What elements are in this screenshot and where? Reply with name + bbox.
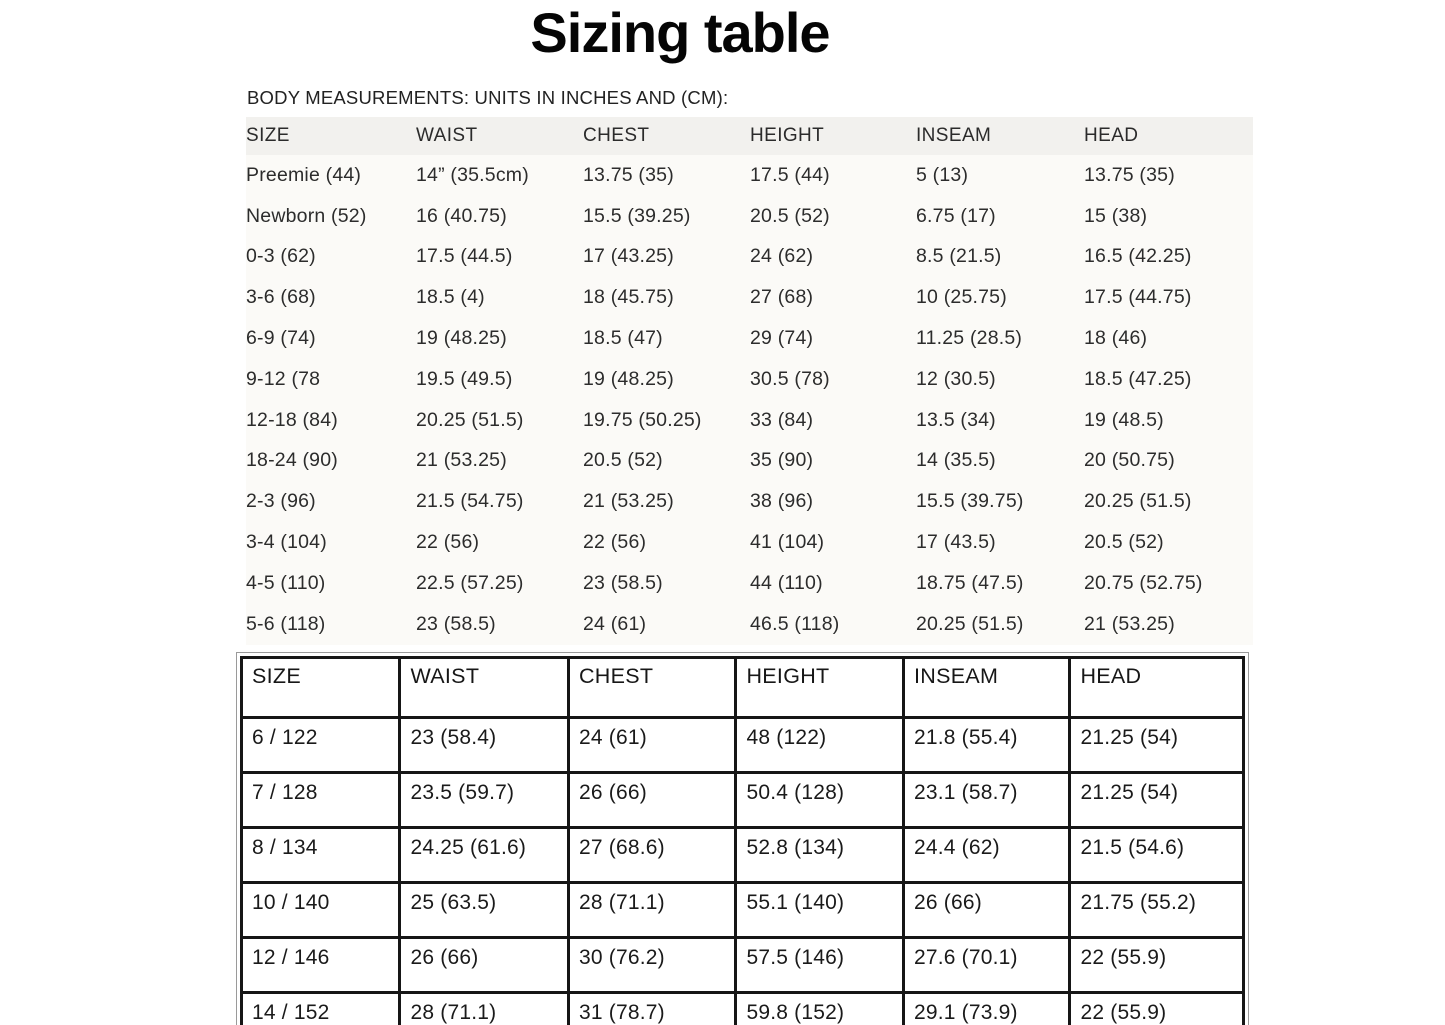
table-cell: 15.5 (39.75) — [916, 481, 1084, 522]
table-cell: 19 (48.25) — [583, 359, 750, 400]
table-cell: 18.5 (4) — [416, 277, 583, 318]
table-cell: 21.5 (54.75) — [416, 481, 583, 522]
table-cell: 27 (68.6) — [568, 828, 736, 883]
table-cell: 14” (35.5cm) — [416, 155, 583, 196]
table-cell: 18 (45.75) — [583, 277, 750, 318]
table-cell: 20.5 (52) — [583, 441, 750, 482]
column-header-size: SIZE — [246, 117, 416, 155]
column-header-size: SIZE — [242, 658, 400, 718]
table-cell: 0-3 (62) — [246, 237, 416, 278]
table-cell: 5-6 (118) — [246, 604, 416, 645]
table-cell: 8 / 134 — [242, 828, 400, 883]
table-cell: 3-6 (68) — [246, 277, 416, 318]
table-cell: 28 (71.1) — [568, 883, 736, 938]
table-cell: 20.5 (52) — [750, 196, 916, 237]
table-cell: 19 (48.5) — [1084, 400, 1253, 441]
table-row — [246, 318, 1253, 359]
table-cell: 26 (66) — [903, 883, 1069, 938]
table-cell: 27.6 (70.1) — [903, 938, 1069, 993]
table-cell: 46.5 (118) — [750, 604, 916, 645]
table-cell: 11.25 (28.5) — [916, 318, 1084, 359]
table-cell: 25 (63.5) — [400, 883, 569, 938]
table-cell: 38 (96) — [750, 481, 916, 522]
table-cell: 18-24 (90) — [246, 441, 416, 482]
table-row — [246, 277, 1253, 318]
table-cell: 3-4 (104) — [246, 522, 416, 563]
table-cell: 19.5 (49.5) — [416, 359, 583, 400]
table-cell: 35 (90) — [750, 441, 916, 482]
table-cell: 57.5 (146) — [736, 938, 904, 993]
table-cell: 22 (56) — [416, 522, 583, 563]
table-row — [246, 359, 1253, 400]
table-cell: 23 (58.5) — [416, 604, 583, 645]
column-header-chest: CHEST — [583, 117, 750, 155]
infant-sizes-table — [246, 117, 1253, 645]
table-cell: 20.5 (52) — [1084, 522, 1253, 563]
table-row — [246, 481, 1253, 522]
table-cell: 12 / 146 — [242, 938, 400, 993]
table-row — [246, 604, 1253, 645]
table-cell: 55.1 (140) — [736, 883, 904, 938]
table-cell: 9-12 (78 — [246, 359, 416, 400]
table-cell: 26 (66) — [568, 773, 736, 828]
table-row — [246, 563, 1253, 604]
table-cell: 41 (104) — [750, 522, 916, 563]
table-cell: 21.25 (54) — [1070, 718, 1244, 773]
column-header-waist: WAIST — [416, 117, 583, 155]
table-cell: 22 (56) — [583, 522, 750, 563]
column-header-head: HEAD — [1070, 658, 1244, 718]
table-cell: Preemie (44) — [246, 155, 416, 196]
table-cell: 23.5 (59.7) — [400, 773, 569, 828]
table-cell: 48 (122) — [736, 718, 904, 773]
table-cell: 2-3 (96) — [246, 481, 416, 522]
table-cell: 30.5 (78) — [750, 359, 916, 400]
column-header-inseam: INSEAM — [916, 117, 1084, 155]
table-cell: 21.8 (55.4) — [903, 718, 1069, 773]
column-header-waist: WAIST — [400, 658, 569, 718]
table-cell: 21.75 (55.2) — [1070, 883, 1244, 938]
table-cell: 52.8 (134) — [736, 828, 904, 883]
table-row — [242, 718, 1244, 773]
table-cell: 5 (13) — [916, 155, 1084, 196]
table-cell: 23.1 (58.7) — [903, 773, 1069, 828]
table-cell: 21.25 (54) — [1070, 773, 1244, 828]
table-cell: 17.5 (44) — [750, 155, 916, 196]
table-cell: 18.5 (47.25) — [1084, 359, 1253, 400]
table-cell: 6-9 (74) — [246, 318, 416, 359]
table-cell: 14 / 152 — [242, 993, 400, 1025]
table-row — [246, 196, 1253, 237]
table-cell: 15 (38) — [1084, 196, 1253, 237]
table-cell: 20.25 (51.5) — [1084, 481, 1253, 522]
body-measurements-table-infants — [246, 117, 1253, 645]
table-row — [242, 993, 1244, 1025]
table-row — [246, 237, 1253, 278]
table-cell: 18 (46) — [1084, 318, 1253, 359]
table-cell: 20.75 (52.75) — [1084, 563, 1253, 604]
table-cell: 14 (35.5) — [916, 441, 1084, 482]
table-cell: 4-5 (110) — [246, 563, 416, 604]
table-cell: Newborn (52) — [246, 196, 416, 237]
table-cell: 17.5 (44.75) — [1084, 277, 1253, 318]
table-row — [242, 883, 1244, 938]
table-cell: 31 (78.7) — [568, 993, 736, 1025]
table-cell: 13.75 (35) — [1084, 155, 1253, 196]
table-cell: 30 (76.2) — [568, 938, 736, 993]
body-measurements-table-kids — [236, 652, 1249, 1025]
table-row — [242, 938, 1244, 993]
column-header-height: HEIGHT — [736, 658, 904, 718]
table-cell: 15.5 (39.25) — [583, 196, 750, 237]
table-row — [246, 441, 1253, 482]
table-cell: 21 (53.25) — [583, 481, 750, 522]
table-cell: 12-18 (84) — [246, 400, 416, 441]
table-cell: 20 (50.75) — [1084, 441, 1253, 482]
units-note: BODY MEASUREMENTS: UNITS IN INCHES AND (CM): — [247, 87, 729, 108]
table-cell: 50.4 (128) — [736, 773, 904, 828]
table-cell: 24 (61) — [583, 604, 750, 645]
table-cell: 10 / 140 — [242, 883, 400, 938]
table-cell: 24.25 (61.6) — [400, 828, 569, 883]
table-cell: 29.1 (73.9) — [903, 993, 1069, 1025]
table-cell: 22 (55.9) — [1070, 938, 1244, 993]
table-cell: 33 (84) — [750, 400, 916, 441]
table-cell: 13.5 (34) — [916, 400, 1084, 441]
table-cell: 17 (43.25) — [583, 237, 750, 278]
table-row — [246, 400, 1253, 441]
table-cell: 20.25 (51.5) — [416, 400, 583, 441]
table-cell: 26 (66) — [400, 938, 569, 993]
table-row — [242, 828, 1244, 883]
column-header-head: HEAD — [1084, 117, 1253, 155]
table-row — [242, 773, 1244, 828]
table-cell: 6 / 122 — [242, 718, 400, 773]
table-cell: 59.8 (152) — [736, 993, 904, 1025]
table-cell: 16 (40.75) — [416, 196, 583, 237]
table-cell: 20.25 (51.5) — [916, 604, 1084, 645]
table-cell: 19.75 (50.25) — [583, 400, 750, 441]
table-row — [246, 522, 1253, 563]
table-cell: 13.75 (35) — [583, 155, 750, 196]
table-cell: 10 (25.75) — [916, 277, 1084, 318]
table-cell: 22 (55.9) — [1070, 993, 1244, 1025]
table-cell: 7 / 128 — [242, 773, 400, 828]
table-cell: 16.5 (42.25) — [1084, 237, 1253, 278]
table-header-row — [242, 658, 1244, 718]
table-cell: 22.5 (57.25) — [416, 563, 583, 604]
table-cell: 23 (58.4) — [400, 718, 569, 773]
table-cell: 8.5 (21.5) — [916, 237, 1084, 278]
table-cell: 17 (43.5) — [916, 522, 1084, 563]
table-cell: 24 (62) — [750, 237, 916, 278]
table-cell: 21 (53.25) — [416, 441, 583, 482]
table-header-row — [246, 117, 1253, 155]
kid-sizes-table — [240, 656, 1245, 1025]
column-header-inseam: INSEAM — [903, 658, 1069, 718]
table-cell: 6.75 (17) — [916, 196, 1084, 237]
table-cell: 27 (68) — [750, 277, 916, 318]
table-cell: 44 (110) — [750, 563, 916, 604]
table-cell: 18.5 (47) — [583, 318, 750, 359]
table-cell: 19 (48.25) — [416, 318, 583, 359]
table-cell: 17.5 (44.5) — [416, 237, 583, 278]
column-header-height: HEIGHT — [750, 117, 916, 155]
table-cell: 23 (58.5) — [583, 563, 750, 604]
table-cell: 24 (61) — [568, 718, 736, 773]
table-cell: 18.75 (47.5) — [916, 563, 1084, 604]
table-cell: 12 (30.5) — [916, 359, 1084, 400]
table-cell: 24.4 (62) — [903, 828, 1069, 883]
table-cell: 28 (71.1) — [400, 993, 569, 1025]
table-cell: 29 (74) — [750, 318, 916, 359]
table-row — [246, 155, 1253, 196]
page-title: Sizing table — [530, 1, 830, 64]
column-header-chest: CHEST — [568, 658, 736, 718]
table-cell: 21.5 (54.6) — [1070, 828, 1244, 883]
table-cell: 21 (53.25) — [1084, 604, 1253, 645]
